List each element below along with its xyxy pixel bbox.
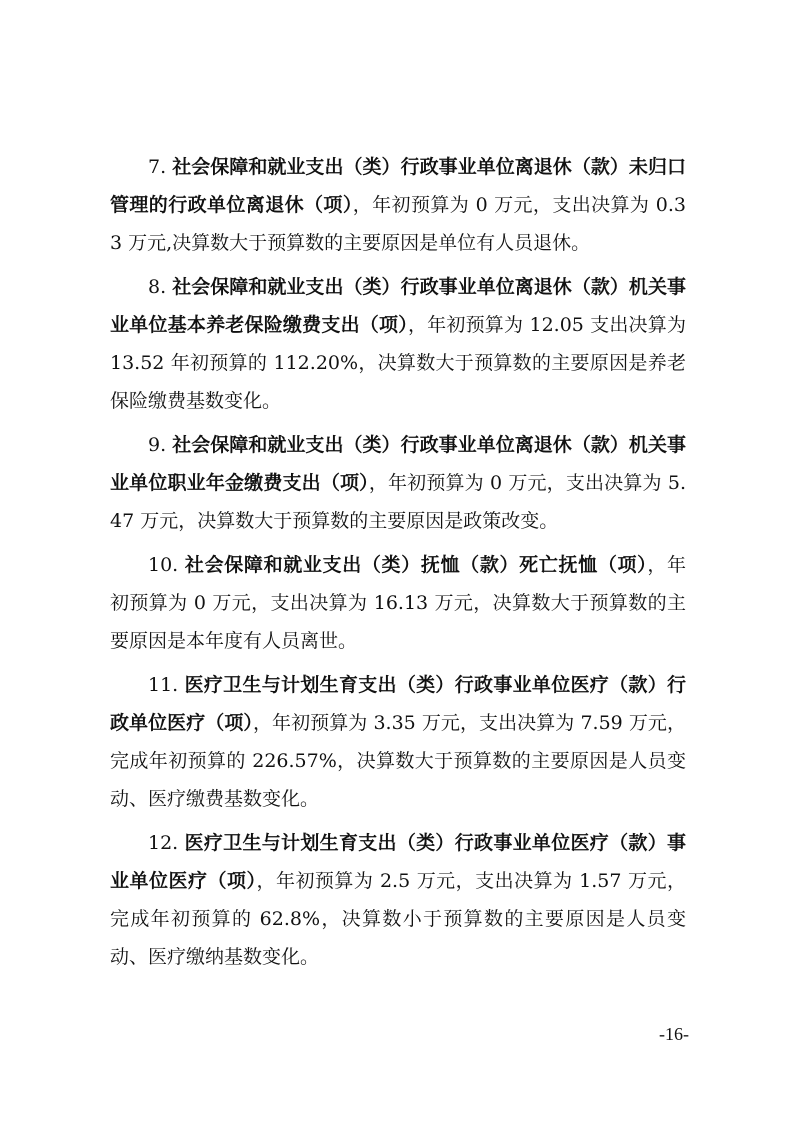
item-title: 医疗卫生与计划生育支出（类）行政事业单位医疗（款）事业单位医疗（项） (110, 832, 686, 892)
document-body (110, 148, 686, 982)
item-title: 社会保障和就业支出（类）行政事业单位离退休（款）机关事业单位职业年金缴费支出（项） (110, 434, 686, 494)
item-title: 社会保障和就业支出（类）行政事业单位离退休（款）机关事业单位基本养老保险缴费支出（项） (110, 276, 686, 336)
item-body: ，年初预算为 0 万元，支出决算为 0.33 万元,决算数大于预算数的主要原因是单位有人员退休。 (110, 194, 686, 254)
paragraph-item-8 (110, 268, 686, 420)
item-body: ，年初预算为 2.5 万元，支出决算为 1.57 万元，完成年初预算的 62.8%，决算数小于预算数的主要原因是人员变动、医疗缴纳基数变化。 (110, 870, 686, 968)
item-number: 8. (148, 276, 167, 298)
item-title: 医疗卫生与计划生育支出（类）行政事业单位医疗（款）行政单位医疗（项） (110, 674, 686, 734)
paragraph-item-12 (110, 824, 686, 976)
item-number: 7. (148, 156, 167, 178)
item-body: ，年初预算为 0 万元，支出决算为 16.13 万元，决算数大于预算数的主要原因是本年度有人员离世。 (110, 554, 686, 652)
paragraph-item-11 (110, 666, 686, 818)
item-title: 社会保障和就业支出（类）抚恤（款）死亡抚恤（项） (184, 554, 648, 576)
page-number: -16- (659, 1024, 689, 1044)
item-body: ，年初预算为 3.35 万元，支出决算为 7.59 万元，完成年初预算的 226.57%，决算数大于预算数的主要原因是人员变动、医疗缴费基数变化。 (110, 712, 686, 810)
item-body: ，年初预算为 0 万元，支出决算为 5.47 万元，决算数大于预算数的主要原因是政策改变。 (110, 472, 686, 532)
paragraph-item-7 (110, 148, 686, 262)
item-number: 9. (148, 434, 167, 456)
item-title: 社会保障和就业支出（类）行政事业单位离退休（款）未归口管理的行政单位离退休（项） (110, 156, 686, 216)
item-number: 12. (148, 832, 179, 854)
paragraph-item-9 (110, 426, 686, 540)
paragraph-item-10 (110, 546, 686, 660)
item-body: ，年初预算为 12.05 支出决算为 13.52 年初预算的 112.20%，决算数大于预算数的主要原因是养老保险缴费基数变化。 (110, 314, 686, 412)
item-number: 11. (148, 674, 179, 696)
item-number: 10. (148, 554, 179, 576)
